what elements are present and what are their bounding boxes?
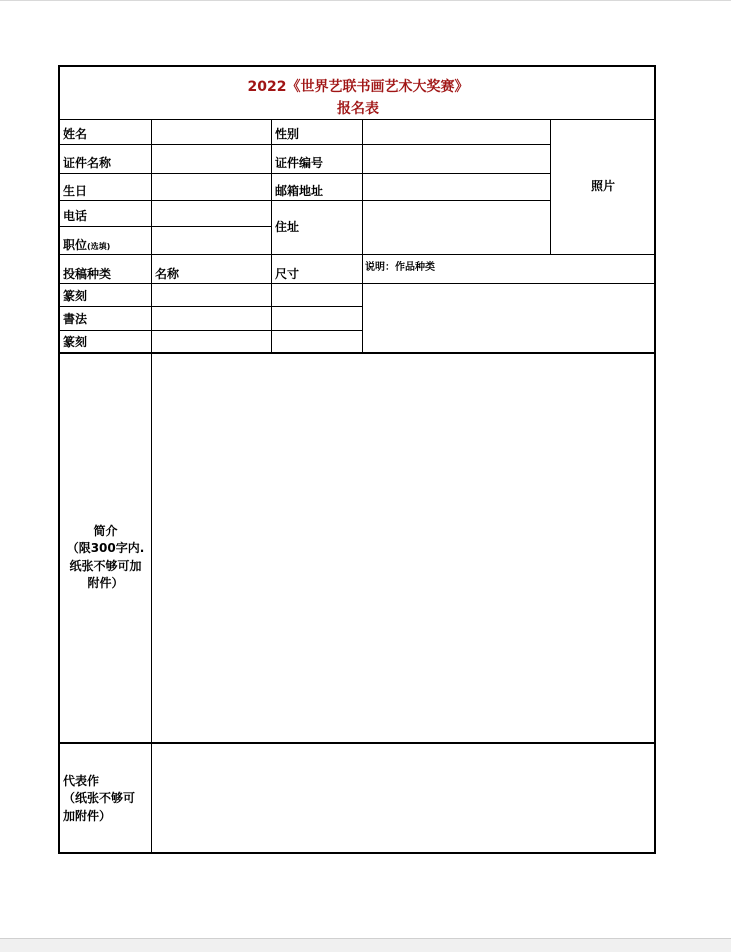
label-position-text: 职位	[63, 238, 88, 252]
registration-form	[58, 65, 656, 854]
label-calligraphy: 書法	[63, 312, 88, 326]
divider-title	[60, 119, 656, 120]
divider-row3	[60, 200, 550, 201]
bottom-edge-bar	[0, 938, 731, 952]
label-seal-2: 篆刻	[63, 335, 88, 349]
divider-row2	[60, 173, 550, 174]
form-title: 2022《世界艺联书画艺术大奖赛》	[247, 79, 469, 95]
label-position	[63, 238, 110, 253]
label-work-name: 名称	[155, 267, 180, 281]
label-name: 姓名	[63, 127, 88, 141]
top-edge-line	[0, 0, 731, 1]
col-line-2	[271, 119, 272, 352]
label-note: 说明：作品种类	[365, 262, 435, 273]
divider-row6	[60, 283, 656, 284]
label-phone: 电话	[63, 209, 88, 223]
label-size: 尺寸	[275, 267, 300, 281]
label-birthday: 生日	[63, 184, 88, 198]
divider-row4	[60, 226, 272, 227]
col-line-1	[151, 119, 152, 854]
label-representative: 代表作 （纸张不够可 加附件）	[63, 774, 136, 823]
label-position-optional: (选填)	[87, 242, 111, 251]
divider-row5	[60, 254, 656, 255]
label-gender: 性别	[275, 127, 300, 141]
label-id-number: 证件编号	[275, 156, 324, 170]
label-photo: 照片	[590, 179, 615, 193]
divider-row1	[60, 144, 550, 145]
label-postal-address: 邮箱地址	[275, 184, 324, 198]
divider-row9	[60, 352, 656, 354]
divider-row10	[60, 742, 656, 744]
divider-row8	[60, 330, 362, 331]
label-bio: 简介 （限300字内. 纸张不够可加 附件）	[66, 524, 145, 591]
form-subtitle: 报名表	[337, 101, 379, 117]
label-id-name: 证件名称	[63, 156, 112, 170]
label-seal-1: 篆刻	[63, 289, 88, 303]
label-address: 住址	[275, 220, 300, 234]
divider-row7	[60, 306, 362, 307]
col-line-3	[362, 119, 363, 352]
label-category: 投稿种类	[63, 267, 112, 281]
